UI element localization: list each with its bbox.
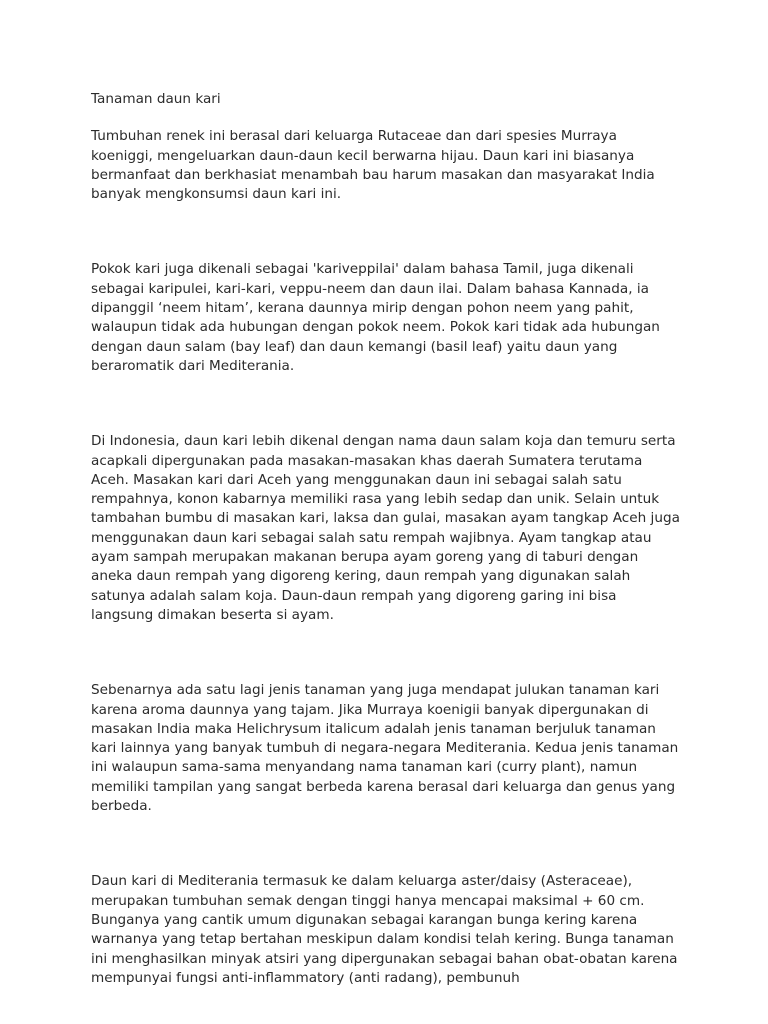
document-body: [91, 90, 681, 988]
document-title: Tanaman daun kari: [91, 91, 221, 107]
paragraph-4: Sebenarnya ada satu lagi jenis tanaman yang juga mendapat julukan tanaman kari karena aroma daunnya yang tajam. Jika Murraya koenigii banyak dipergunakan di masakan India maka Helichrysum italicum adalah jenis tanaman berjuluk tanaman kari lainnya yang banyak tumbuh di negara-negara Mediterania. Kedua jenis tanaman ini walaupun sama-sama menyandang nama tanaman kari (curry plant), namun memiliki tampilan yang sangat berbeda karena berasal dari keluarga dan genus yang berbeda.: [91, 682, 679, 815]
paragraph-2: Pokok kari juga dikenali sebagai 'kariveppilai' dalam bahasa Tamil, juga dikenali sebagai karipulei, kari-kari, veppu-neem dan daun ilai. Dalam bahasa Kannada, ia dipanggil ‘neem hitam’, kerana daunnya mirip dengan pohon neem yang pahit, walaupun tidak ada hubungan dengan pokok neem. Pokok kari tidak ada hubungan dengan daun salam (bay leaf) dan daun kemangi (basil leaf) yaitu daun yang beraromatik dari Mediterania.: [91, 261, 660, 374]
paragraph-3: Di Indonesia, daun kari lebih dikenal dengan nama daun salam koja dan temuru serta acapkali dipergunakan pada masakan-masakan khas daerah Sumatera terutama Aceh. Masakan kari dari Aceh yang menggunakan daun ini sebagai salah satu rempahnya, konon kabarnya memiliki rasa yang lebih sedap dan unik. Selain untuk tambahan bumbu di masakan kari, laksa dan gulai, masakan ayam tangkap Aceh juga menggunakan daun kari sebagai salah satu rempah wajibnya. Ayam tangkap atau ayam sampah merupakan makanan berupa ayam goreng yang di taburi dengan aneka daun rempah yang digoreng kering, daun rempah yang digunakan salah satunya adalah salam koja. Daun-daun rempah yang digoreng garing ini bisa langsung dimakan beserta si ayam.: [91, 433, 680, 623]
paragraph-5: Daun kari di Mediterania termasuk ke dalam keluarga aster/daisy (Asteraceae), merupakan tumbuhan semak dengan tinggi hanya mencapai maksimal + 60 cm. Bunganya yang cantik umum digunakan sebagai karangan bunga kering karena warnanya yang tetap bertahan meskipun dalam kondisi telah kering. Bunga tanaman ini menghasilkan minyak atsiri yang dipergunakan sebagai bahan obat-obatan karena mempunyai fungsi anti-inflammatory (anti radang), pembunuh: [91, 873, 678, 986]
paragraph-1: Tumbuhan renek ini berasal dari keluarga Rutaceae dan dari spesies Murraya koeniggi, mengeluarkan daun-daun kecil berwarna hijau. Daun kari ini biasanya bermanfaat dan berkhasiat menambah bau harum masakan dan masyarakat India banyak mengkonsumsi daun kari ini.: [91, 128, 655, 203]
